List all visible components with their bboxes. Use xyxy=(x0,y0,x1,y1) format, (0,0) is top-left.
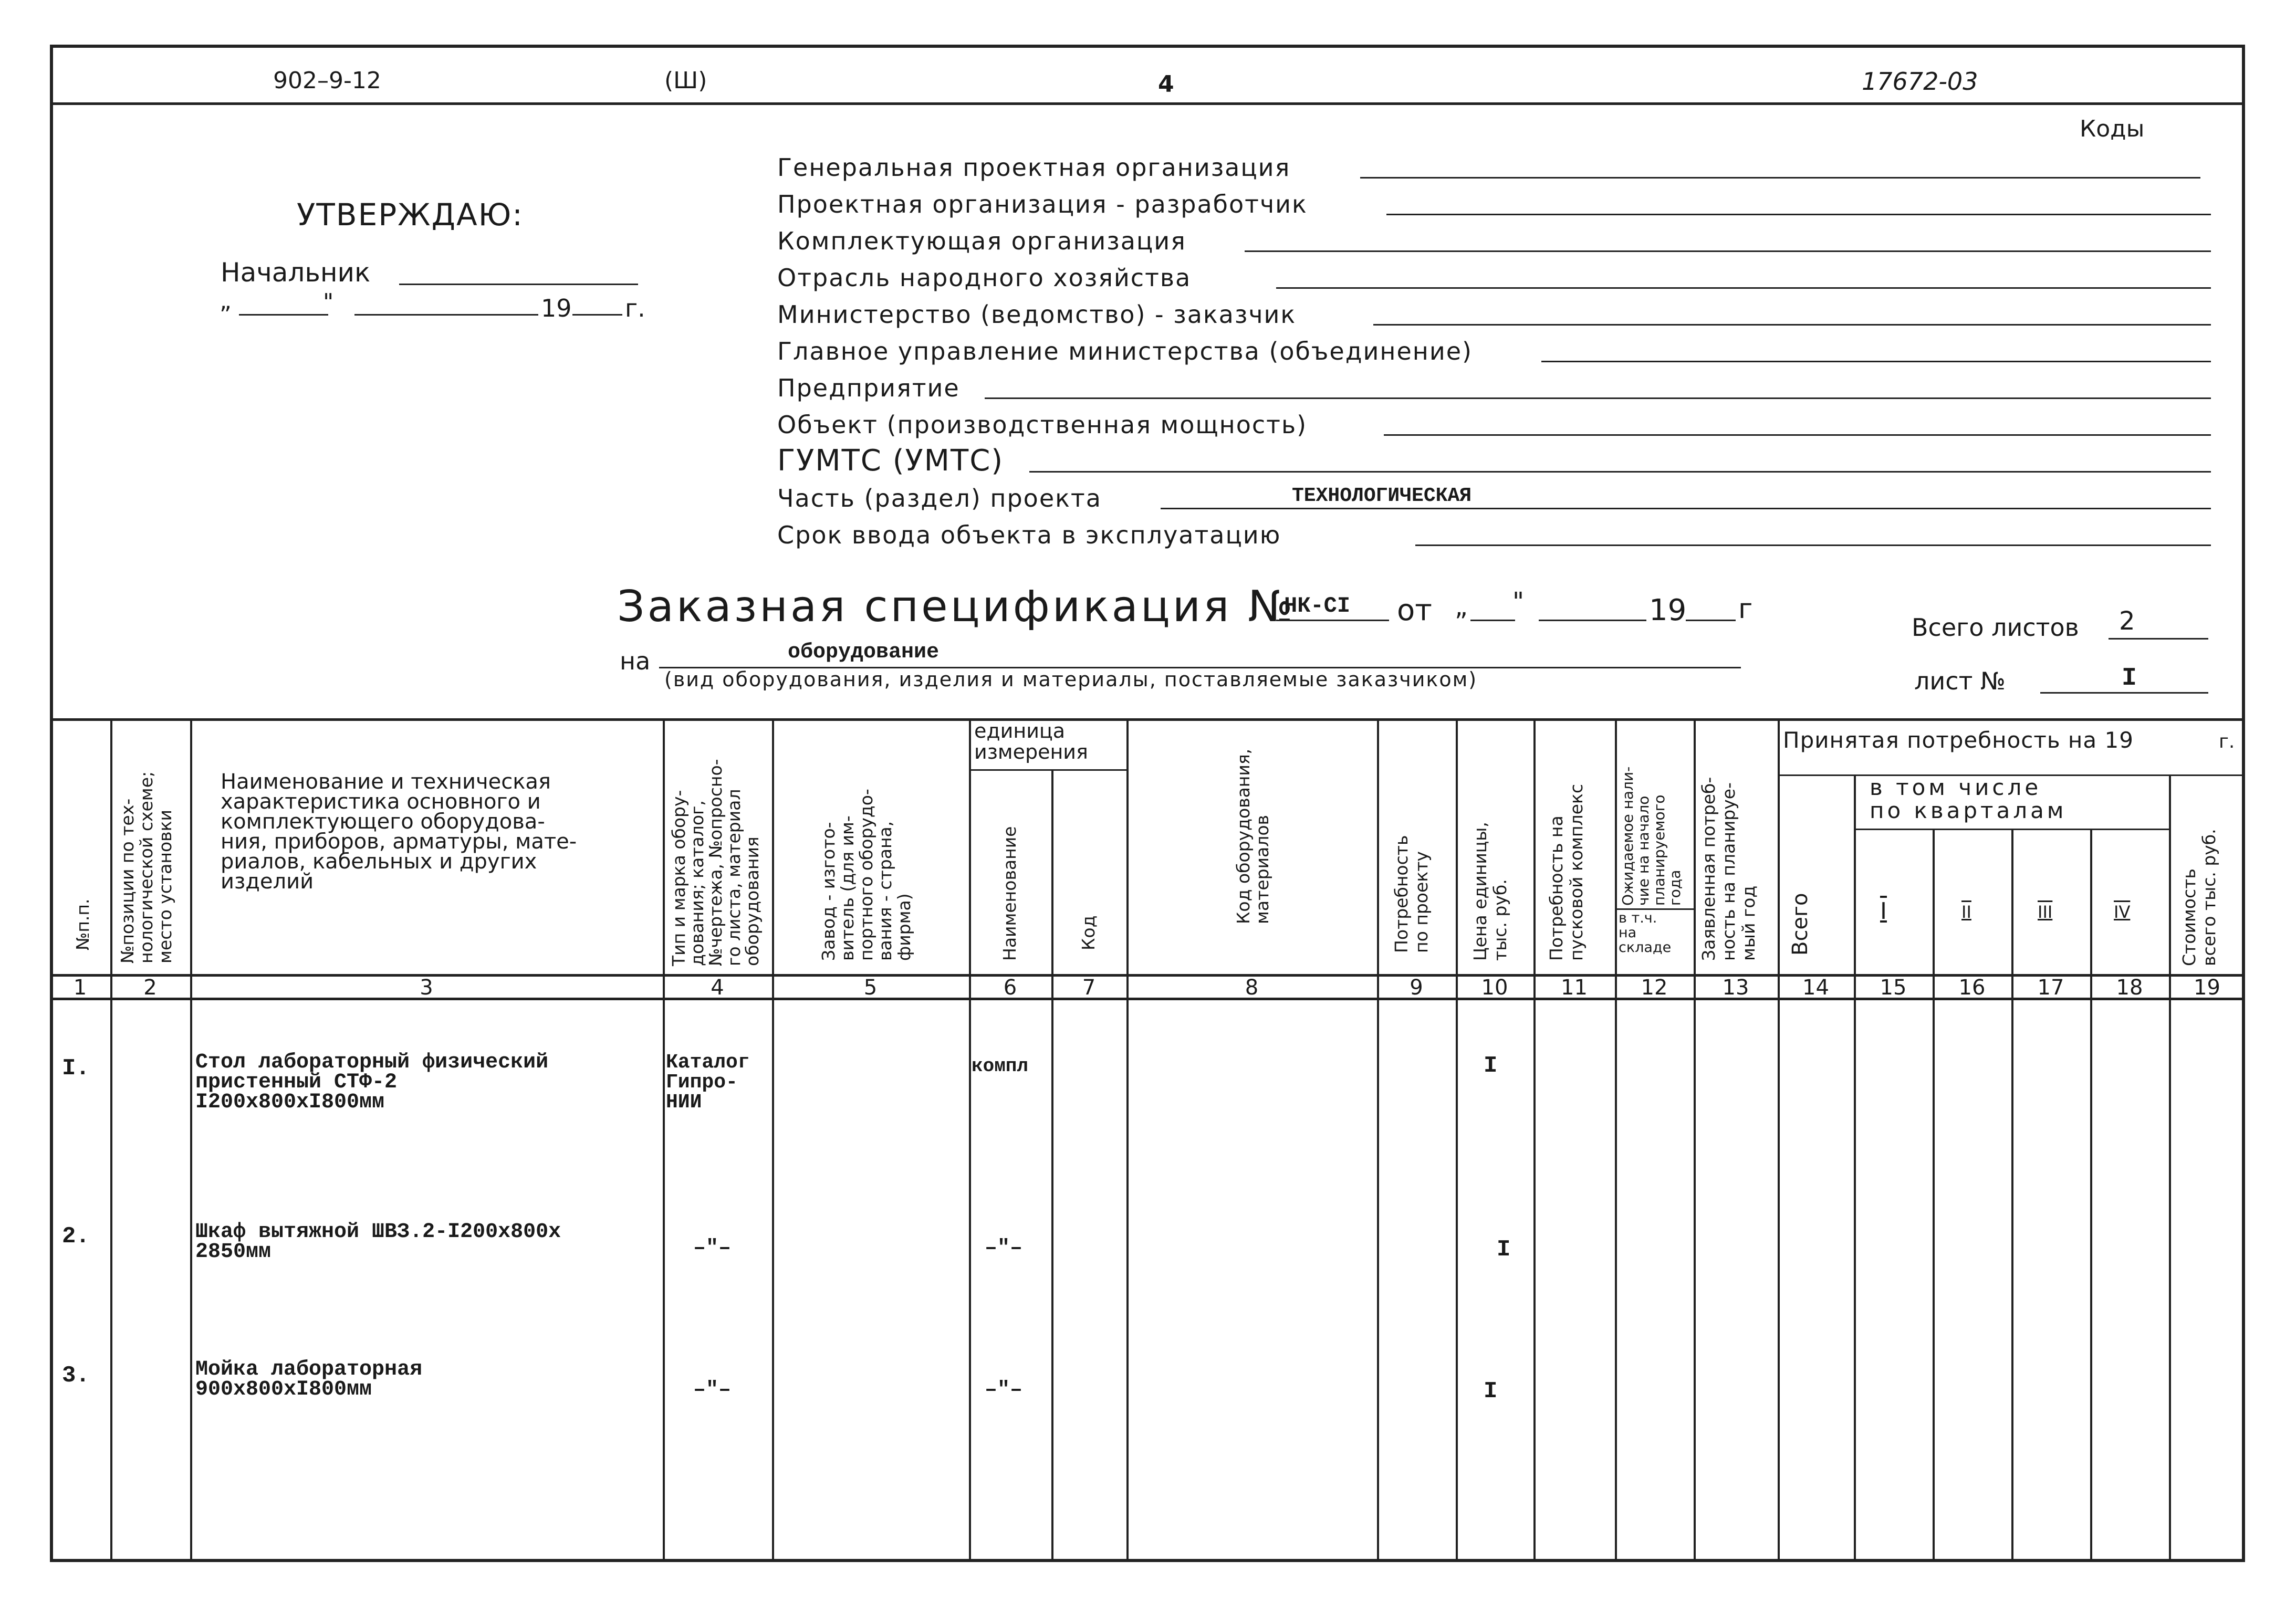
col-header-1: №п.п. xyxy=(72,898,93,950)
col-num-3: 3 xyxy=(420,976,433,1000)
field-label-project-org: Проектная организация - разработчик xyxy=(777,190,1308,218)
unit-group-line xyxy=(969,769,1126,771)
row-qty: I xyxy=(1497,1237,1511,1263)
date-year: 19 xyxy=(541,294,572,322)
row-type: –"– xyxy=(693,1378,732,1402)
spec-year-suffix: г xyxy=(1738,593,1753,625)
row-type: –"– xyxy=(693,1237,732,1260)
col-num-6: 6 xyxy=(1003,976,1017,1000)
field-label-main-directorate: Главное управление министерства (объединение) xyxy=(777,337,1473,365)
spec-year-prefix: 19 xyxy=(1649,593,1687,627)
col-header-17: III xyxy=(2038,902,2053,922)
col-sep-9 xyxy=(1456,718,1458,1562)
col-num-11: 11 xyxy=(1561,976,1588,1000)
approval-title: УТВЕРЖДАЮ: xyxy=(297,197,524,233)
spec-day-line xyxy=(1470,620,1515,621)
row-number: 2. xyxy=(62,1223,90,1250)
date-suffix: г. xyxy=(625,294,645,322)
spec-month-line xyxy=(1539,620,1646,621)
col-num-13: 13 xyxy=(1722,976,1749,1000)
col-sep-14 xyxy=(1854,774,1856,1562)
col-num-2: 2 xyxy=(143,976,157,1000)
col-header-3: Наименование и техническая характеристика основного и комплектующего оборудова- ния, приборов, арматуры, мате- риалов, кабельных и других изделий xyxy=(221,770,577,894)
spec-year-line xyxy=(1686,620,1736,621)
col-num-4: 4 xyxy=(711,976,724,1000)
sheet-no-label: лист № xyxy=(1914,667,2006,695)
row-unit: компл xyxy=(972,1055,1029,1077)
spec-from-label: от xyxy=(1397,593,1432,627)
col-num-14: 14 xyxy=(1802,976,1829,1000)
spec-quote-close: " xyxy=(1512,587,1525,616)
row-type: Каталог Гипро- НИИ xyxy=(666,1051,750,1114)
col-sep-11 xyxy=(1615,718,1617,1562)
col-sep-8 xyxy=(1377,718,1379,1562)
field-value-project-part: ТЕХНОЛОГИЧЕСКАЯ xyxy=(1292,485,1472,507)
col-header-18: IV xyxy=(2114,902,2131,922)
col-header-8: Код оборудования, материалов xyxy=(1233,748,1272,924)
spec-quote-open: „ xyxy=(1455,592,1468,622)
row-name: Шкаф вытяжной ШВЗ.2-I200х800х 2850мм xyxy=(195,1220,561,1264)
field-line-project-org[interactable] xyxy=(1386,214,2211,215)
field-line-industry[interactable] xyxy=(1276,287,2211,289)
sheet-no-value: I xyxy=(2122,664,2137,693)
field-label-gumts: ГУМТС (УМТС) xyxy=(777,444,1004,478)
col-num-10: 10 xyxy=(1481,976,1508,1000)
field-line-ministry[interactable] xyxy=(1373,324,2211,326)
field-line-project-part[interactable] xyxy=(1161,508,2211,509)
field-label-complect-org: Комплектующая организация xyxy=(777,227,1186,255)
col-num-17: 17 xyxy=(2037,976,2064,1000)
accepted-group-title: Принятая потребность на 19 xyxy=(1783,727,2134,753)
col-sep-16 xyxy=(2011,829,2013,1562)
date-month-line xyxy=(354,314,538,316)
col-num-15: 15 xyxy=(1880,976,1907,1000)
col-sep-18 xyxy=(2169,774,2171,1562)
col-num-1: 1 xyxy=(73,976,87,1000)
spec-number-line xyxy=(1276,620,1389,621)
spec-on-caption: (вид оборудования, изделия и материалы, поставляемые заказчиком) xyxy=(664,668,1478,691)
col-header-19: Стоимость всего тыс. руб. xyxy=(2179,829,2219,966)
col-sep-13 xyxy=(1778,718,1780,1562)
col-num-12: 12 xyxy=(1641,976,1668,1000)
col-sep-1 xyxy=(110,718,112,1562)
field-label-commissioning: Срок ввода объекта в эксплуатацию xyxy=(777,521,1281,549)
col-sep-5 xyxy=(969,718,971,1562)
total-sheets-line xyxy=(2109,638,2208,640)
sheet-code: 17672-03 xyxy=(1862,67,1978,96)
field-line-complect-org[interactable] xyxy=(1245,250,2211,252)
col-header-12: Ожидаемое нали- чие на начало планируемого года xyxy=(1619,766,1684,906)
col-header-2: №позиции по тех- нологической схеме; место установки xyxy=(117,771,175,963)
row-qty: I xyxy=(1484,1378,1498,1405)
row-qty: I xyxy=(1484,1053,1498,1079)
row-number: I. xyxy=(62,1055,90,1082)
col-sep-4 xyxy=(772,718,774,1562)
spec-on-label: на xyxy=(620,647,651,675)
col-header-14: Всего xyxy=(1788,893,1812,956)
field-line-general-org[interactable] xyxy=(1360,177,2200,179)
col-num-8: 8 xyxy=(1245,976,1259,1000)
spec-on-value: оборудование xyxy=(788,641,940,664)
doc-code: 902–9-12 xyxy=(273,67,381,94)
field-label-object: Объект (производственная мощность) xyxy=(777,411,1308,439)
col-num-19: 19 xyxy=(2194,976,2220,1000)
field-line-commissioning[interactable] xyxy=(1415,544,2211,546)
field-label-general-org: Генеральная проектная организация xyxy=(777,153,1291,182)
volume-number: (Ш) xyxy=(664,67,707,94)
col-header-7: Код xyxy=(1078,915,1099,950)
field-label-project-part: Часть (раздел) проекта xyxy=(777,484,1102,512)
col-sep-6 xyxy=(1051,769,1053,1562)
date-quote-open: „ xyxy=(220,288,232,315)
col-sep-17 xyxy=(2090,829,2092,1562)
field-label-enterprise: Предприятие xyxy=(777,374,960,402)
col-sep-10 xyxy=(1533,718,1536,1562)
col-header-13: Заявленная потреб- ность на планируе- мый год xyxy=(1698,777,1759,961)
col-header-12-sub: в т.ч. на складе xyxy=(1619,910,1672,956)
col-header-15: I xyxy=(1880,898,1887,925)
col-header-11: Потребность на пусковой комплекс xyxy=(1546,783,1587,961)
field-line-gumts[interactable] xyxy=(1029,471,2211,473)
total-sheets-value: 2 xyxy=(2119,606,2135,636)
spec-title: Заказная спецификация № xyxy=(617,582,1296,632)
header-divider xyxy=(50,102,2245,105)
table-top-line xyxy=(50,718,2245,721)
col-header-10: Цена единицы, тыс. руб. xyxy=(1470,822,1510,961)
total-sheets-label: Всего листов xyxy=(1912,613,2079,642)
quarters-group-title: в том числе по кварталам xyxy=(1870,774,2067,823)
col-sep-7 xyxy=(1126,718,1129,1562)
field-label-industry: Отрасль народного хозяйства xyxy=(777,264,1192,292)
row-name: Стол лабораторный физический пристенный СТФ-2 I200х800хI800мм xyxy=(195,1051,549,1114)
col-header-5: Завод - изгото- витель (для им- портного оборудо- вания - страна, фирма) xyxy=(818,789,914,961)
col-sep-15 xyxy=(1933,829,1935,1562)
unit-group-title: единица измерения xyxy=(974,719,1088,763)
col-num-7: 7 xyxy=(1082,976,1096,1000)
col-header-6: Наименование xyxy=(999,826,1020,961)
col-sep-12 xyxy=(1694,718,1696,1562)
spec-number: НК-CI xyxy=(1284,593,1351,619)
col-sep-2 xyxy=(190,718,192,1562)
field-line-enterprise[interactable] xyxy=(985,397,2211,399)
col-sep-3 xyxy=(663,718,665,1562)
row-unit: –"– xyxy=(985,1378,1023,1402)
row-name: Мойка лабораторная 900х800хI800мм xyxy=(195,1358,423,1401)
page-number: 4 xyxy=(1158,71,1174,98)
col-num-9: 9 xyxy=(1410,976,1423,1000)
date-quote-close: " xyxy=(323,289,334,316)
chief-label: Начальник xyxy=(221,257,371,288)
date-day-line xyxy=(239,314,328,316)
col-num-16: 16 xyxy=(1958,976,1986,1000)
chief-signature-line xyxy=(399,284,638,285)
codes-label: Коды xyxy=(2080,116,2145,142)
col-header-16: II xyxy=(1961,902,1971,922)
row-unit: –"– xyxy=(985,1237,1023,1260)
accepted-group-suffix: г. xyxy=(2219,731,2235,752)
col-num-5: 5 xyxy=(863,976,878,1000)
row-number: 3. xyxy=(62,1363,90,1389)
col-header-4: Тип и марка обору- дования; каталог, №чертежа, №опросно- го листа, материал оборудования xyxy=(669,759,763,966)
date-year-line xyxy=(572,314,622,316)
field-line-object[interactable] xyxy=(1384,434,2211,436)
field-label-ministry: Министерство (ведомство) - заказчик xyxy=(777,300,1297,329)
col-num-18: 18 xyxy=(2116,976,2143,1000)
field-line-main-directorate[interactable] xyxy=(1541,361,2211,362)
col-header-9: Потребность по проекту xyxy=(1391,835,1432,953)
